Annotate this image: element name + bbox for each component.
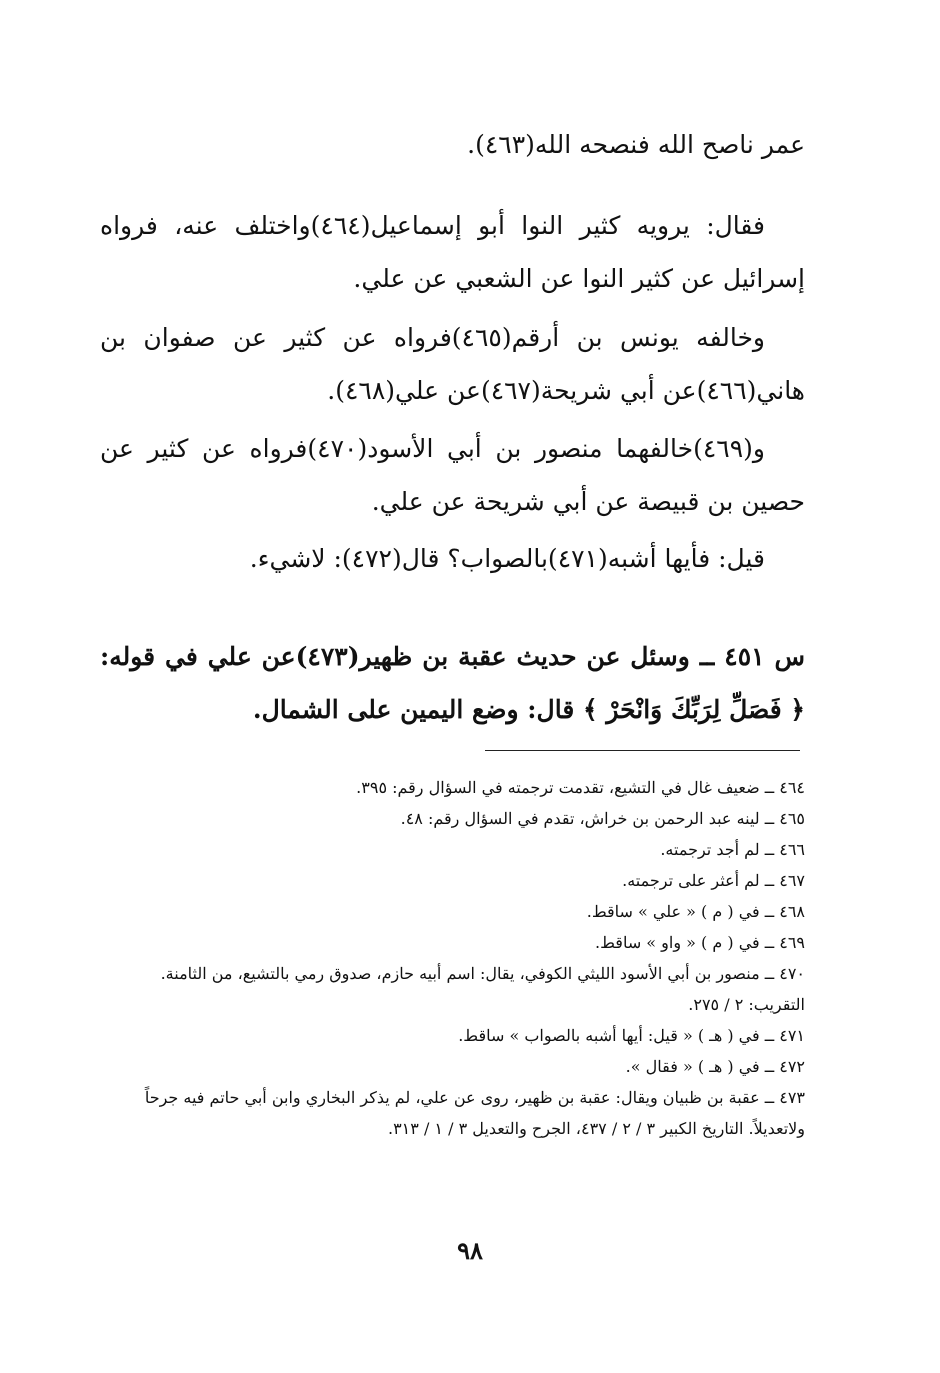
footnote: ٤٧٣ ــ عقبة بن ظبيان ويقال: عقبة بن ظهير، روى عن علي، لم يذكر البخاري وابن أبي حاتم فيه جرحاً ولاتعديلاً. التاريخ الكبير ٣ / ٢ / ٤٣٧، الجرح والتعديل ٣ / ١ / ٣١٣. <box>144 1088 805 1138</box>
footnote: ٤٦٨ ــ في ( م ) « علي » ساقط. <box>586 902 805 921</box>
question-text: س ٤٥١ ــ وسئل عن حديث عقبة بن ظهير(٤٧٣)عن علي في قوله: ﴿ فَصَلِّ لِرَبِّكَ وَانْحَرْ ﴾ قال: وضع اليمين على الشمال. <box>100 642 805 724</box>
question-451 <box>100 630 805 736</box>
footnote: ٤٦٦ ــ لم أجد ترجمته. <box>660 840 805 859</box>
paragraph-text: فقال: يرويه كثير النوا أبو إسماعيل(٤٦٤)واختلف عنه، فرواه إسرائيل عن كثير النوا عن الشعبي عن علي. <box>100 211 805 293</box>
paragraph-1 <box>100 118 805 171</box>
footnote: ٤٧١ ــ في ( هـ ) « قيل: أيها أشبه بالصواب » ساقط. <box>458 1026 805 1045</box>
footnote: ٤٦٧ ــ لم أعثر على ترجمته. <box>622 871 805 890</box>
paragraph-4 <box>100 422 805 528</box>
paragraph-2 <box>100 199 805 305</box>
footnote-divider <box>485 750 800 751</box>
page-number: ٩٨ <box>457 1236 483 1265</box>
footnotes <box>100 772 805 1144</box>
footnote: ٤٧٢ ــ في ( هـ ) « فقال ». <box>625 1057 805 1076</box>
footnote: ٤٧٠ ــ منصور بن أبي الأسود الليثي الكوفي، يقال: اسم أبيه حازم، صدوق رمي بالتشيع، من الثامنة. التقريب: ٢ / ٢٧٥. <box>160 964 805 1014</box>
footnote: ٤٦٥ ــ لينه عبد الرحمن بن خراش، تقدم في السؤال رقم: ٤٨. <box>400 809 805 828</box>
footnote: ٤٦٩ ــ في ( م ) « واو » ساقط. <box>595 933 805 952</box>
paragraph-text: و(٤٦٩)خالفهما منصور بن أبي الأسود(٤٧٠)فرواه عن كثير عن حصين بن قبيصة عن أبي شريحة عن علي. <box>100 434 805 516</box>
paragraph-3 <box>100 311 805 417</box>
paragraph-5 <box>100 532 805 585</box>
paragraph-text: قيل: فأيها أشبه(٤٧١)بالصواب؟ قال(٤٧٢): لاشيء. <box>249 544 765 573</box>
footnote: ٤٦٤ ــ ضعيف غال في التشيع، تقدمت ترجمته في السؤال رقم: ٣٩٥. <box>356 778 805 797</box>
paragraph-text: عمر ناصح الله فنصحه الله(٤٦٣). <box>467 130 805 159</box>
paragraph-text: وخالفه يونس بن أرقم(٤٦٥)فرواه عن كثير عن صفوان بن هاني(٤٦٦)عن أبي شريحة(٤٦٧)عن علي(٤٦٨). <box>100 323 805 405</box>
